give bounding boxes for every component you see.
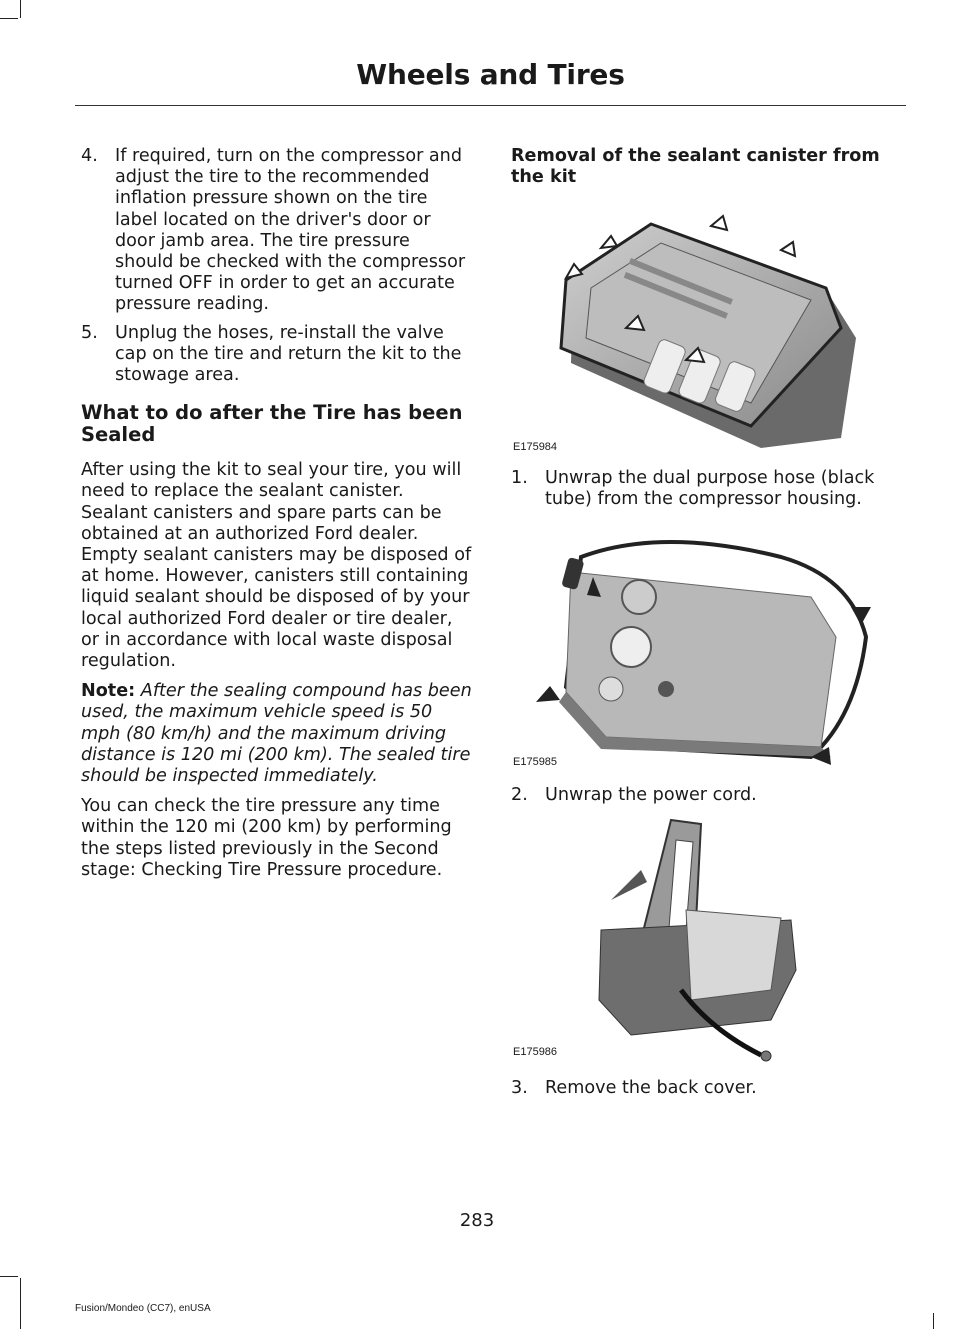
figure-code: E175986 — [513, 1046, 558, 1059]
crop-mark — [20, 1278, 21, 1329]
right-column — [511, 146, 903, 1106]
step-number: 4. — [81, 146, 98, 166]
left-column — [81, 146, 473, 890]
page-title: Wheels and Tires — [356, 58, 625, 91]
page-number: 283 — [459, 1210, 495, 1231]
step-text: Unwrap the power cord. — [545, 785, 757, 806]
paragraph: After using the kit to seal your tire, you will need to replace the sealant canister. Sealant canisters and spare parts can be obtained at an authorized Ford dealer. Empty sealant canisters may be disposed of at home. However, canisters still containing liquid sealant should be disposed of by your local authorized Ford dealer or tire dealer, or in accordance with local waste disposal regulation. — [81, 460, 472, 672]
figure-unwrap-hose — [511, 517, 903, 775]
crop-mark — [0, 18, 18, 19]
note-text: After the sealing compound has been used, the maximum vehicle speed is 50 mph (80 km/h) and the maximum driving distance is 120 mi (200 km). The sealed tire should be inspected immediately. — [81, 681, 472, 787]
step-3 — [511, 1078, 903, 1099]
step-text: Remove the back cover. — [545, 1077, 757, 1098]
figure-code: E175985 — [513, 756, 558, 769]
section-heading: Removal of the sealant canister from the kit — [511, 146, 880, 187]
step-number: 5. — [81, 322, 98, 343]
section-heading: What to do after the Tire has been Sealed — [81, 401, 463, 447]
note — [81, 681, 473, 787]
step-2 — [511, 785, 903, 806]
step-4 — [81, 146, 473, 316]
kit-illustration — [511, 188, 903, 460]
step-text: Unwrap the dual purpose hose (black tube) from the compressor housing. — [545, 468, 875, 510]
paragraph: You can check the tire pressure any time within the 120 mi (200 km) by performing the steps listed previously in the Second stage: Checking Tire Pressure procedure. — [81, 796, 452, 880]
footer-text: Fusion/Mondeo (CC7), enUSA — [75, 1303, 211, 1314]
note-label: Note: — [81, 681, 136, 702]
figure-code: E175984 — [513, 440, 558, 453]
step-1 — [511, 468, 903, 510]
figure-power-cord — [511, 810, 903, 1066]
compressor-illustration — [511, 517, 903, 775]
step-number: 2. — [511, 785, 528, 806]
crop-mark — [20, 0, 21, 18]
step-text: If required, turn on the compressor and adjust the tire to the recommended inflation pressure shown on the tire label located on the driver's door or door jamb area. The tire pressure should be checked with the compressor turned OFF in order to get an accurate pressure reading. — [115, 146, 466, 315]
crop-mark — [0, 1276, 18, 1277]
step-number: 3. — [511, 1077, 528, 1098]
step-number: 1. — [511, 468, 528, 488]
power-cord-illustration — [511, 810, 903, 1066]
step-text: Unplug the hoses, re-install the valve cap on the tire and return the kit to the stowage area. — [115, 322, 462, 386]
step-5 — [81, 323, 473, 387]
title-rule — [75, 105, 906, 106]
figure-canister-kit — [511, 188, 903, 460]
crop-mark — [933, 1313, 934, 1329]
